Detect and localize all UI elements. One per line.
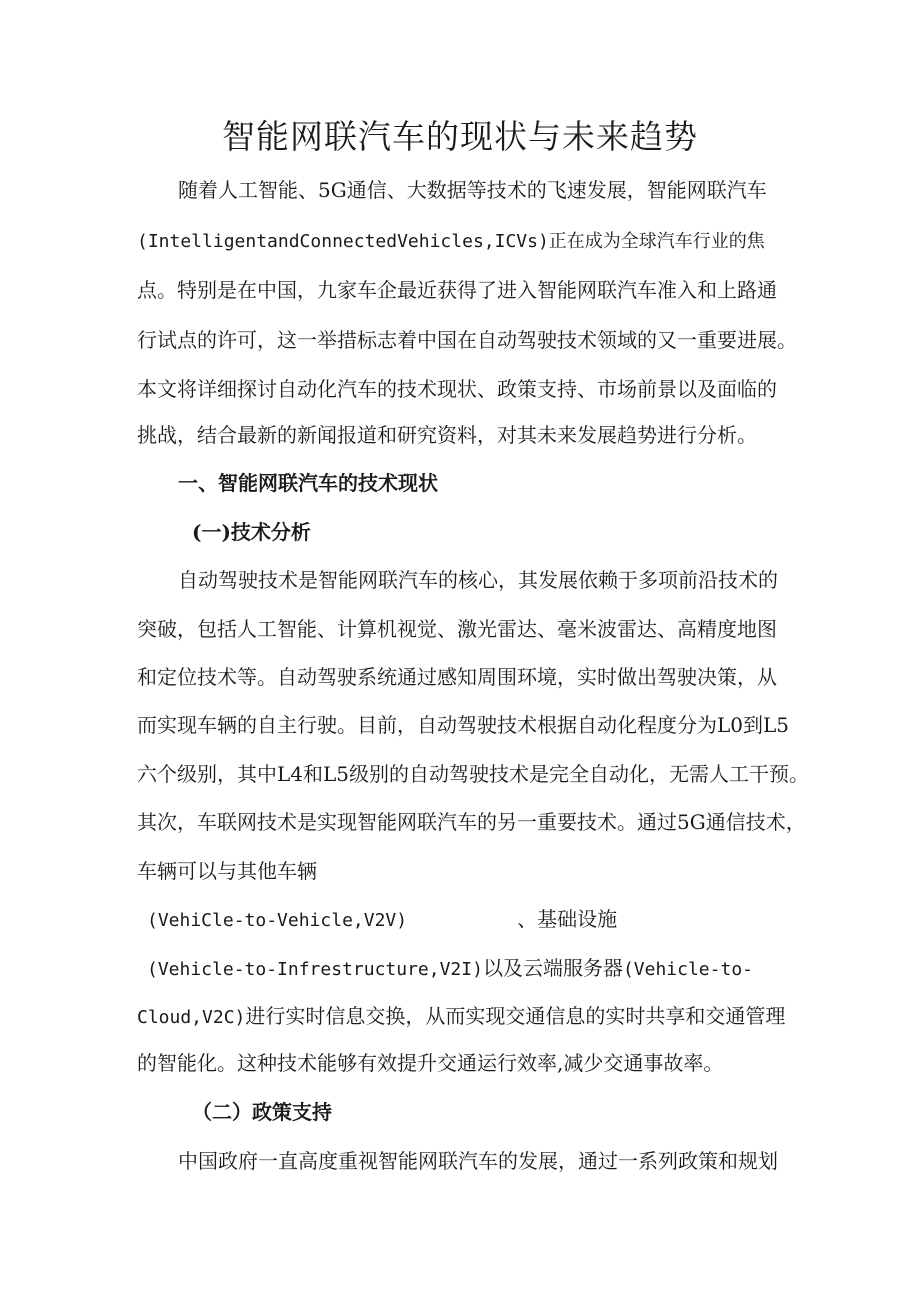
tech-line: 而实现车辆的自主行驶。目前，自动驾驶技术根据自动化程度分为L0到L5	[137, 713, 790, 737]
v2i-mono-text: (Vehicle-to-Infrestructure,V2I)	[147, 959, 483, 980]
v2c-mono-text: Cloud,V2C)	[137, 1007, 246, 1028]
v2i-mono-text-2: (Vehicle-to-	[622, 959, 753, 980]
tech-line: 车辆可以与其他车辆	[137, 859, 317, 883]
subsection-heading: (一)技术分析	[192, 520, 311, 544]
tech-line: 突破，包括人工智能、计算机视觉、激光雷达、毫米波雷达、高精度地图	[137, 617, 777, 641]
v2i-cn-text: 以及云端服务器	[482, 956, 623, 980]
v2i-line	[147, 953, 807, 985]
v2c-cn-text: 进行实时信息交换，从而实现交通信息的实时共享和交通管理	[245, 1004, 786, 1028]
v2v-mono-text: (VehiCle-to-Vehicle,V2V)	[147, 910, 408, 931]
subsection-heading: （二）政策支持	[192, 1100, 332, 1124]
tech-line: 自动驾驶技术是智能网联汽车的核心，其发展依赖于多项前沿技术的	[178, 568, 778, 592]
intro-line	[137, 225, 797, 257]
v2c-line	[137, 1001, 797, 1033]
section-heading: 一、智能网联汽车的技术现状	[178, 471, 438, 495]
v2v-cn-text: 、基础设施	[517, 907, 618, 931]
v2v-line	[147, 904, 807, 936]
tech-line: 其次，车联网技术是实现智能网联汽车的另一重要技术。通过5G通信技术，	[137, 810, 806, 834]
tech-line: 六个级别，其中L4和L5级别的自动驾驶技术是完全自动化，无需人工干预。	[137, 762, 810, 786]
intro-line: 行试点的许可，这一举措标志着中国在自动驾驶技术领域的又一重要进展。	[137, 328, 797, 352]
policy-line: 中国政府一直高度重视智能网联汽车的发展，通过一系列政策和规划	[178, 1149, 778, 1173]
document-title: 智能网联汽车的现状与未来趋势	[222, 117, 698, 156]
intro-line: 本文将详细探讨自动化汽车的技术现状、政策支持、市场前景以及面临的	[137, 377, 777, 401]
tech-line: 的智能化。这种技术能够有效提升交通运行效率,减少交通事故率。	[137, 1051, 724, 1075]
intro-line: 随着人工智能、5G通信、大数据等技术的飞速发展，智能网联汽车	[178, 178, 767, 202]
intro-mono-text: (IntelligentandConnectedVehicles,ICVs)正在成为全球汽车行业的焦	[137, 231, 765, 252]
intro-line: 挑战，结合最新的新闻报道和研究资料，对其未来发展趋势进行分析。	[137, 423, 757, 447]
tech-line: 和定位技术等。自动驾驶系统通过感知周围环境，实时做出驾驶决策，从	[137, 665, 777, 689]
intro-line: 点。特别是在中国，九家车企最近获得了进入智能网联汽车准入和上路通	[137, 278, 777, 302]
